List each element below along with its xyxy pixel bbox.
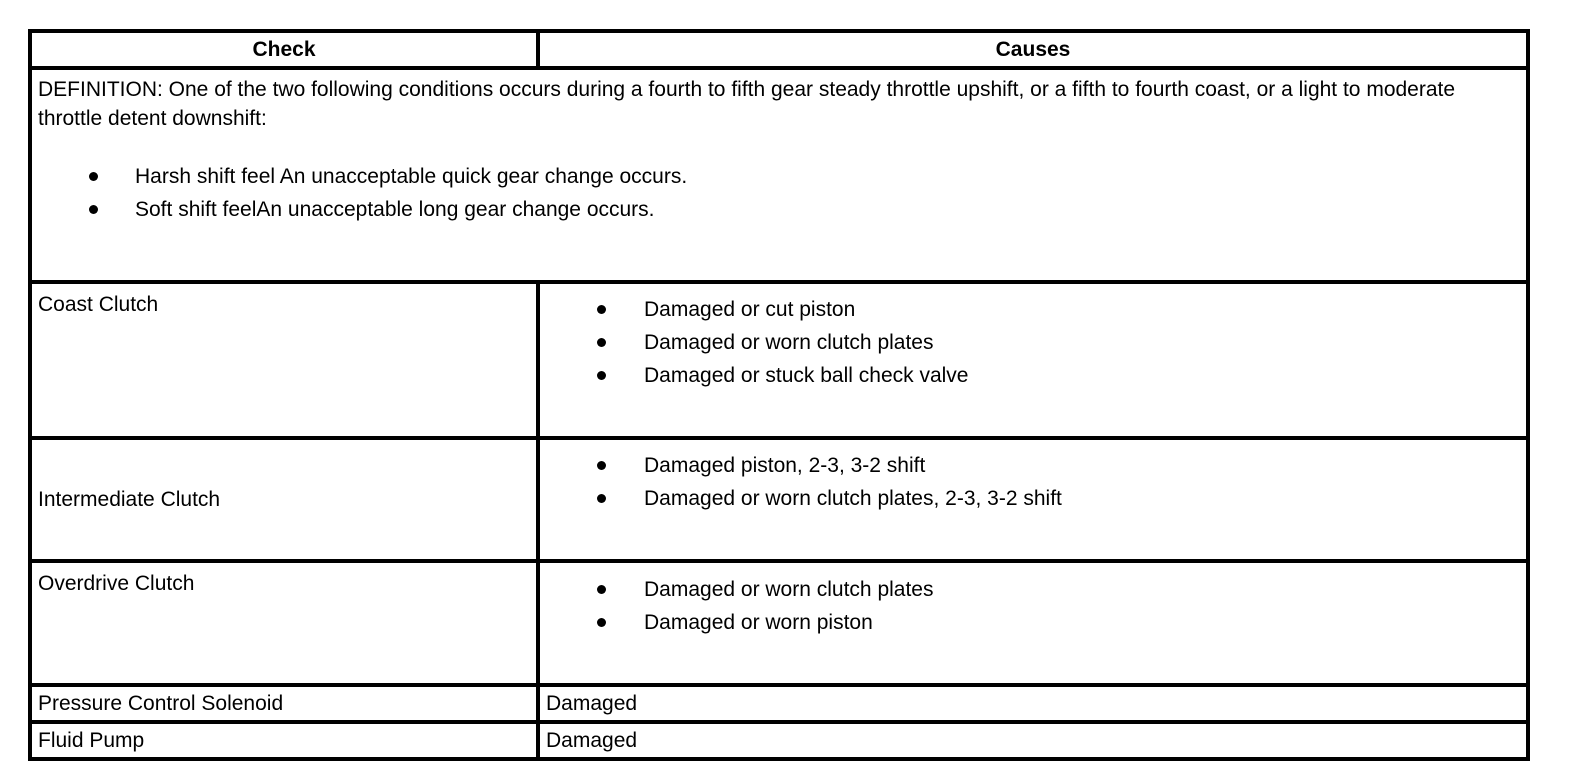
table-row-pressure-control-solenoid	[30, 685, 1528, 722]
definition-bullet: Harsh shift feel An unacceptable quick gear change occurs.	[32, 160, 1526, 193]
definition-text: DEFINITION: One of the two following conditions occurs during a fourth to fifth gear steady throttle upshift, or a fifth to fourth coast, or a light to moderate throttle detent downshift:	[38, 78, 1456, 130]
cause-item: Damaged or worn clutch plates	[540, 326, 1526, 359]
causes-cell: Damaged	[538, 685, 1528, 722]
check-cell: Intermediate Clutch	[30, 438, 538, 561]
causes-list	[540, 449, 1526, 515]
cause-item: Damaged or worn clutch plates, 2-3, 3-2 shift	[540, 482, 1526, 515]
diagnostic-table-container	[28, 29, 1526, 761]
causes-cell	[538, 561, 1528, 685]
causes-cell	[538, 438, 1528, 561]
cause-item: Damaged or cut piston	[540, 293, 1526, 326]
table-row-overdrive-clutch	[30, 561, 1528, 685]
check-cell: Pressure Control Solenoid	[30, 685, 538, 722]
causes-cell: Damaged	[538, 722, 1528, 759]
cause-item: Damaged piston, 2-3, 3-2 shift	[540, 449, 1526, 482]
check-cell: Overdrive Clutch	[30, 561, 538, 685]
definition-bullet: Soft shift feelAn unacceptable long gear change occurs.	[32, 193, 1526, 226]
definition-cell	[30, 68, 1528, 282]
header-check: Check	[30, 31, 538, 68]
table-row-coast-clutch	[30, 282, 1528, 438]
cause-item: Damaged or worn piston	[540, 606, 1526, 639]
check-cell: Coast Clutch	[30, 282, 538, 438]
diagnostic-table	[28, 29, 1530, 761]
definition-row	[30, 68, 1528, 282]
table-row-fluid-pump	[30, 722, 1528, 759]
cause-item: Damaged or worn clutch plates	[540, 573, 1526, 606]
causes-list	[540, 293, 1526, 392]
check-cell: Fluid Pump	[30, 722, 538, 759]
causes-cell	[538, 282, 1528, 438]
definition-bullet-list	[32, 160, 1526, 226]
causes-list	[540, 573, 1526, 639]
header-row	[30, 31, 1528, 68]
table-row-intermediate-clutch	[30, 438, 1528, 561]
header-causes: Causes	[538, 31, 1528, 68]
cause-item: Damaged or stuck ball check valve	[540, 359, 1526, 392]
